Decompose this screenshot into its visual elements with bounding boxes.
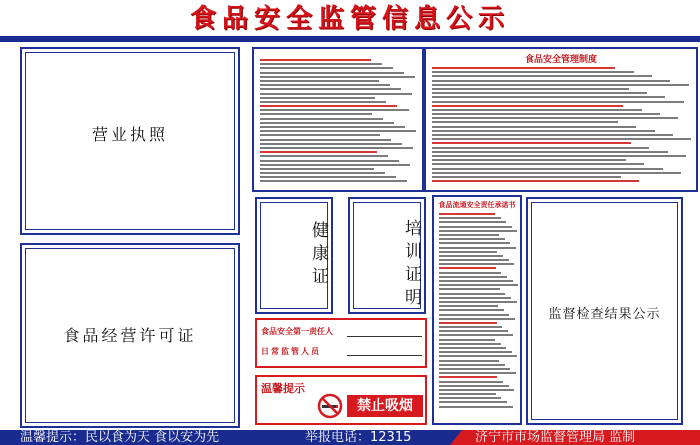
text-line: [439, 284, 518, 286]
text-line: [260, 126, 405, 128]
management-system-doc: [424, 47, 698, 192]
text-line: [432, 105, 623, 107]
text-line: [439, 242, 510, 244]
first-responsible-line: [347, 336, 422, 337]
text-line: [260, 164, 410, 166]
text-line: [260, 147, 413, 149]
text-line: [432, 121, 618, 123]
text-line: [432, 134, 673, 136]
text-line: [260, 76, 415, 78]
text-line: [260, 67, 393, 69]
text-line: [432, 159, 626, 161]
text-line: [260, 143, 402, 145]
text-line: [439, 226, 512, 228]
text-line: [439, 263, 514, 265]
text-line: [439, 339, 495, 341]
warm-tip-label: 温馨提示: [261, 382, 305, 395]
text-line: [432, 109, 642, 111]
text-line: [432, 176, 621, 178]
text-line: [432, 80, 670, 82]
text-line: [439, 251, 497, 253]
text-line: [439, 288, 500, 290]
regulations-text-left: [260, 59, 418, 185]
text-line: [439, 272, 501, 274]
daily-supervisor-line: [347, 355, 422, 356]
inspection-panel: [526, 197, 683, 425]
text-line: [439, 267, 496, 269]
text-line: [260, 139, 391, 141]
text-line: [439, 364, 505, 366]
text-line: [432, 126, 636, 128]
text-line: [439, 217, 501, 219]
text-line: [439, 385, 509, 387]
text-line: [432, 155, 686, 157]
no-smoking-label: 禁止吸烟: [347, 395, 423, 417]
text-line: [260, 80, 379, 82]
inspection-label: 监督检查结果公示: [548, 307, 661, 322]
text-line: [260, 59, 371, 61]
text-line: [439, 351, 512, 353]
no-smoking-icon: [317, 393, 343, 419]
text-line: [432, 96, 665, 98]
food-license-label: 食品经营许可证: [63, 326, 197, 345]
text-line: [260, 160, 399, 162]
text-line: [432, 142, 631, 144]
text-line: [260, 122, 394, 124]
text-line: [439, 343, 501, 345]
text-line: [260, 180, 407, 182]
text-line: [439, 347, 506, 349]
text-line: [439, 397, 501, 399]
text-line: [439, 314, 509, 316]
text-line: [432, 172, 681, 174]
page-title: 食品安全监管信息公示: [189, 4, 510, 34]
training-cert-panel: [348, 197, 426, 314]
text-line: [432, 168, 663, 170]
text-line: [439, 360, 499, 362]
text-line: [439, 406, 513, 408]
text-line: [260, 101, 386, 103]
text-line: [439, 238, 505, 240]
text-line: [260, 105, 397, 107]
text-line: [260, 151, 377, 153]
regulations-doc-left: [252, 47, 424, 192]
text-line: [439, 230, 517, 232]
text-line: [439, 309, 504, 311]
management-system-title: 食品安全管理制度: [524, 55, 597, 65]
text-line: [260, 172, 385, 174]
text-line: [260, 155, 388, 157]
training-cert-label: 培训证明: [401, 219, 421, 311]
business-license-panel: [20, 47, 240, 235]
text-line: [260, 97, 375, 99]
header-band: [0, 36, 700, 42]
text-line: [260, 113, 372, 115]
footer-hotline: 举报电话：12315: [305, 430, 412, 445]
footer-tip: 温馨提示：民以食为天 食以安为先: [20, 430, 220, 445]
text-line: [439, 376, 497, 378]
text-line: [439, 334, 513, 336]
text-line: [432, 113, 660, 115]
daily-supervisor-label: 日常监管人员: [261, 347, 321, 356]
text-line: [439, 221, 506, 223]
text-line: [260, 109, 409, 111]
responsibility-table: [255, 318, 427, 368]
text-line: [432, 117, 678, 119]
text-line: [439, 293, 505, 295]
text-line: [260, 130, 416, 132]
text-line: [439, 393, 496, 395]
food-license-panel: [20, 243, 240, 428]
text-line: [432, 67, 615, 69]
text-line: [439, 372, 516, 374]
text-line: [439, 330, 508, 332]
text-line: [439, 389, 514, 391]
commitment-text: [439, 213, 519, 410]
text-line: [432, 138, 691, 140]
text-line: [432, 75, 652, 77]
text-line: [260, 134, 380, 136]
text-line: [432, 151, 668, 153]
text-line: [260, 118, 383, 120]
commitment-title: 食品流通安全责任承诺书: [438, 201, 516, 209]
commitment-doc: [432, 195, 522, 425]
text-line: [439, 355, 517, 357]
text-line: [432, 101, 684, 103]
text-line: [432, 88, 629, 90]
text-line: [260, 168, 374, 170]
text-line: [439, 381, 503, 383]
text-line: [439, 234, 499, 236]
text-line: [439, 305, 498, 307]
text-line: [432, 180, 639, 182]
text-line: [432, 163, 644, 165]
health-cert-label: 健康证: [308, 221, 328, 290]
text-line: [439, 247, 516, 249]
text-line: [439, 368, 510, 370]
text-line: [439, 301, 517, 303]
text-line: [439, 259, 509, 261]
text-line: [439, 322, 497, 324]
text-line: [260, 88, 401, 90]
text-line: [439, 326, 502, 328]
text-line: [260, 72, 404, 74]
no-smoking-sign: [255, 375, 427, 425]
text-line: [432, 71, 634, 73]
text-line: [439, 280, 513, 282]
text-line: [432, 84, 689, 86]
text-line: [439, 255, 503, 257]
text-line: [432, 147, 649, 149]
footer-issuer: 济宁市市场监督管理局 监制: [475, 430, 636, 445]
business-license-label: 营业执照: [91, 125, 168, 144]
text-line: [260, 84, 390, 86]
text-line: [439, 318, 515, 320]
text-line: [439, 297, 511, 299]
first-responsible-label: 食品安全第一责任人: [261, 327, 333, 336]
text-line: [260, 176, 396, 178]
text-line: [260, 63, 382, 65]
management-system-text: [432, 67, 694, 184]
health-cert-panel: [255, 197, 333, 314]
text-line: [439, 213, 495, 215]
text-line: [260, 93, 412, 95]
text-line: [432, 130, 655, 132]
text-line: [439, 401, 507, 403]
text-line: [439, 276, 507, 278]
text-line: [432, 92, 647, 94]
